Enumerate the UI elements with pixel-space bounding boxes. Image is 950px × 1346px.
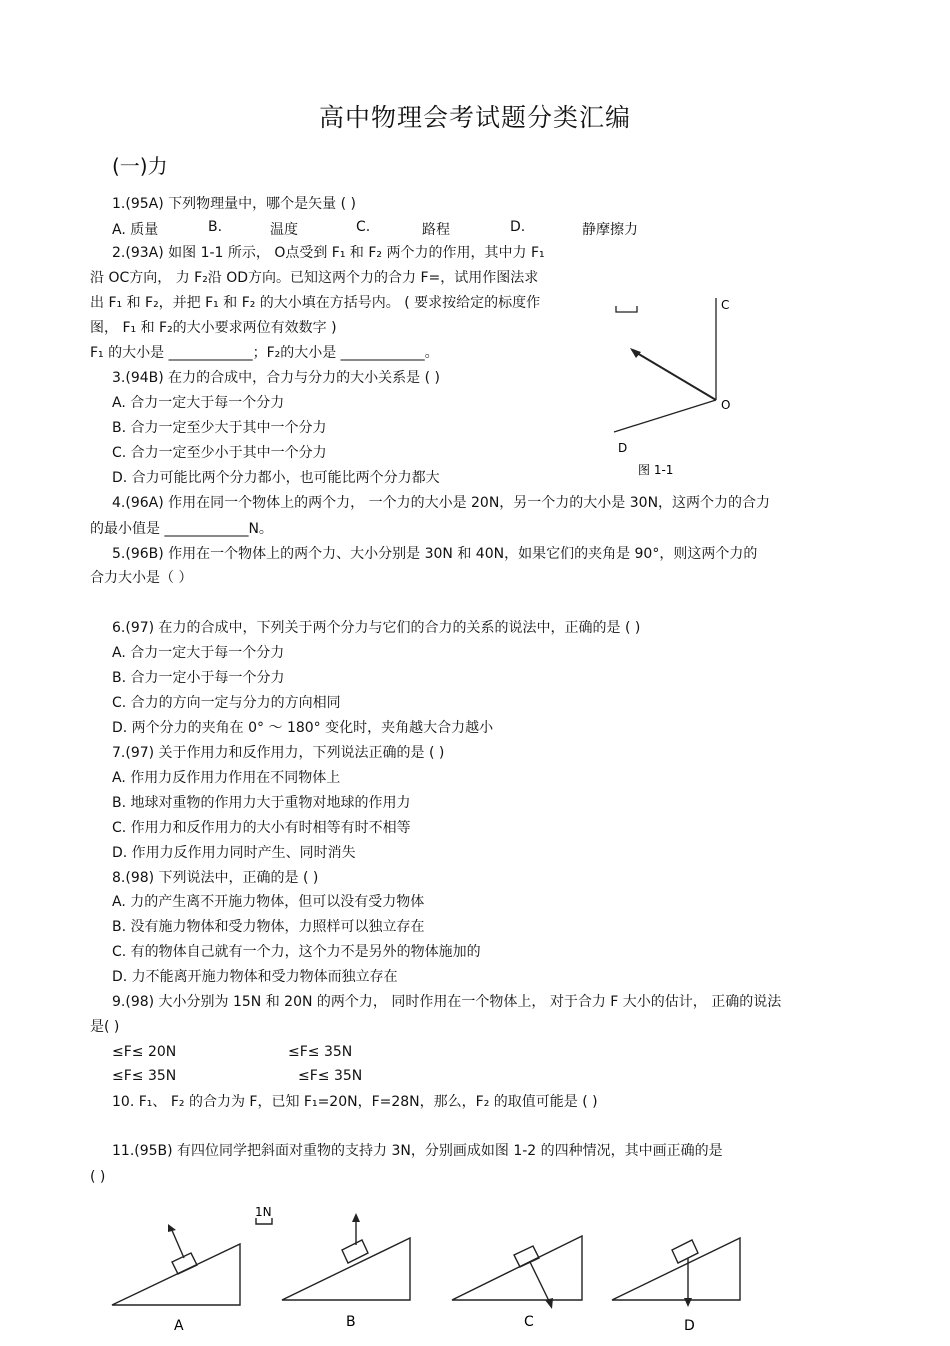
section-heading: (一)力 — [112, 154, 168, 178]
q7-option-d: D. 作用力反作用力同时产生、同时消失 — [112, 845, 356, 861]
q2-answer-blanks: F₁ 的大小是 ____________；F₂的大小是 ____________。 — [90, 345, 439, 361]
q4-line-1: 4.(96A) 作用在同一个物体上的两个力， 一个力的大小是 20N，另一个力的大小是 30N，这两个力的合力 — [112, 495, 771, 511]
q1-option-b-text: 温度 — [270, 222, 298, 238]
q2-line-1: 2.(93A) 如图 1-1 所示， O点受到 F₁ 和 F₂ 两个力的作用，其中力 F₁ — [112, 245, 545, 261]
fig2-label-b: B — [346, 1314, 356, 1330]
q3-option-a: A. 合力一定大于每一个分力 — [112, 395, 285, 411]
q2-line-3: 出 F₁ 和 F₂，并把 F₁ 和 F₂ 的大小填在方括号内。 ( 要求按给定的标度作 — [90, 295, 541, 311]
q9-option-d: ≤F≤ 35N — [298, 1068, 363, 1084]
q7-option-c: C. 作用力和反作用力的大小有时相等有时不相等 — [112, 820, 411, 836]
q11-line-1: 11.(95B) 有四位同学把斜面对重物的支持力 3N，分别画成如图 1-2 的四种情况，其中画正确的是 — [112, 1143, 723, 1159]
q5-line-2: 合力大小是（ ） — [90, 570, 193, 586]
q6-option-c: C. 合力的方向一定与分力的方向相同 — [112, 695, 341, 711]
q8-option-b: B. 没有施力物体和受力物体，力照样可以独立存在 — [112, 919, 425, 935]
q2-line-2: 沿 OC方向， 力 F₂沿 OD方向。已知这两个力的合力 F=，试用作图法求 — [90, 270, 539, 286]
fig2-label-d: D — [684, 1318, 695, 1334]
fig1-label-o: O — [721, 398, 731, 412]
q1-option-c-letter: C. — [356, 219, 371, 235]
q9-option-a: ≤F≤ 20N — [112, 1044, 177, 1060]
q3-option-d: D. 合力可能比两个分力都小，也可能比两个分力都大 — [112, 470, 440, 486]
q1-option-c-text: 路程 — [422, 222, 450, 238]
force-arrow-c — [530, 1262, 550, 1303]
q7-stem: 7.(97) 关于作用力和反作用力，下列说法正确的是 ( ) — [112, 745, 445, 761]
q8-option-d: D. 力不能离开施力物体和受力物体而独立存在 — [112, 969, 398, 985]
block-c — [514, 1246, 539, 1267]
incline-a — [112, 1244, 240, 1305]
q6-option-a: A. 合力一定大于每一个分力 — [112, 645, 285, 661]
q7-option-a: A. 作用力反作用力作用在不同物体上 — [112, 770, 341, 786]
q5-line-1: 5.(96B) 作用在一个物体上的两个力、大小分别是 30N 和 40N，如果它们的夹角是 90°，则这两个力的 — [112, 546, 758, 562]
force-arrow-a — [171, 1228, 184, 1258]
q9-option-c: ≤F≤ 35N — [112, 1068, 177, 1084]
q8-stem: 8.(98) 下列说法中，正确的是 ( ) — [112, 870, 319, 886]
q3-stem: 3.(94B) 在力的合成中，合力与分力的大小关系是 ( ) — [112, 370, 440, 386]
q9-line-2: 是( ) — [90, 1019, 120, 1035]
q6-option-d: D. 两个分力的夹角在 0° ～ 180° 变化时，夹角越大合力越小 — [112, 720, 494, 736]
q10-stem: 10. F₁、 F₂ 的合力为 F，已知 F₁=20N，F=28N，那么，F₂ 的取值可能是 ( ) — [112, 1094, 598, 1110]
fig1-label-d: D — [618, 441, 628, 455]
q8-option-c: C. 有的物体自己就有一个力，这个力不是另外的物体施加的 — [112, 944, 481, 960]
q1-option-d-letter: D. — [510, 219, 526, 235]
q3-option-b: B. 合力一定至少大于其中一个分力 — [112, 420, 327, 436]
arrowhead-b — [352, 1213, 360, 1222]
incline-c — [452, 1236, 582, 1300]
q1-option-b-letter: B. — [208, 219, 223, 235]
q9-line-1: 9.(98) 大小分别为 15N 和 20N 的两个力， 同时作用在一个物体上， 对于合力 F 大小的估计， 正确的说法 — [112, 994, 782, 1010]
fig1-caption: 图 1-1 — [638, 463, 674, 477]
q6-stem: 6.(97) 在力的合成中，下列关于两个分力与它们的合力的关系的说法中，正确的是 ( ) — [112, 620, 641, 636]
arrowhead-d — [684, 1298, 692, 1307]
block-a — [172, 1253, 197, 1274]
fig2-scale-label: 1N — [255, 1205, 272, 1219]
q3-option-c: C. 合力一定至少小于其中一个分力 — [112, 445, 327, 461]
fig2-label-a: A — [174, 1318, 184, 1334]
q7-option-b: B. 地球对重物的作用力大于重物对地球的作用力 — [112, 795, 411, 811]
q8-option-a: A. 力的产生离不开施力物体，但可以没有受力物体 — [112, 894, 425, 910]
page-title: 高中物理会考试题分类汇编 — [318, 103, 631, 132]
q4-line-2: 的最小值是 ____________N。 — [90, 521, 273, 537]
arrowhead-a — [168, 1224, 176, 1232]
q1-option-a: A. 质量 — [112, 222, 159, 238]
q11-line-2: ( ) — [90, 1169, 106, 1185]
fig1-label-c: C — [721, 298, 730, 312]
q9-option-b: ≤F≤ 35N — [288, 1044, 353, 1060]
q1-option-d-text: 静摩擦力 — [582, 222, 638, 238]
q2-line-4: 图， F₁ 和 F₂的大小要求两位有效数字 ) — [90, 320, 337, 336]
q6-option-b: B. 合力一定小于每一个分力 — [112, 670, 285, 686]
fig2-label-c: C — [524, 1314, 534, 1330]
q1-stem: 1.(95A) 下列物理量中，哪个是矢量 ( ) — [112, 196, 356, 212]
